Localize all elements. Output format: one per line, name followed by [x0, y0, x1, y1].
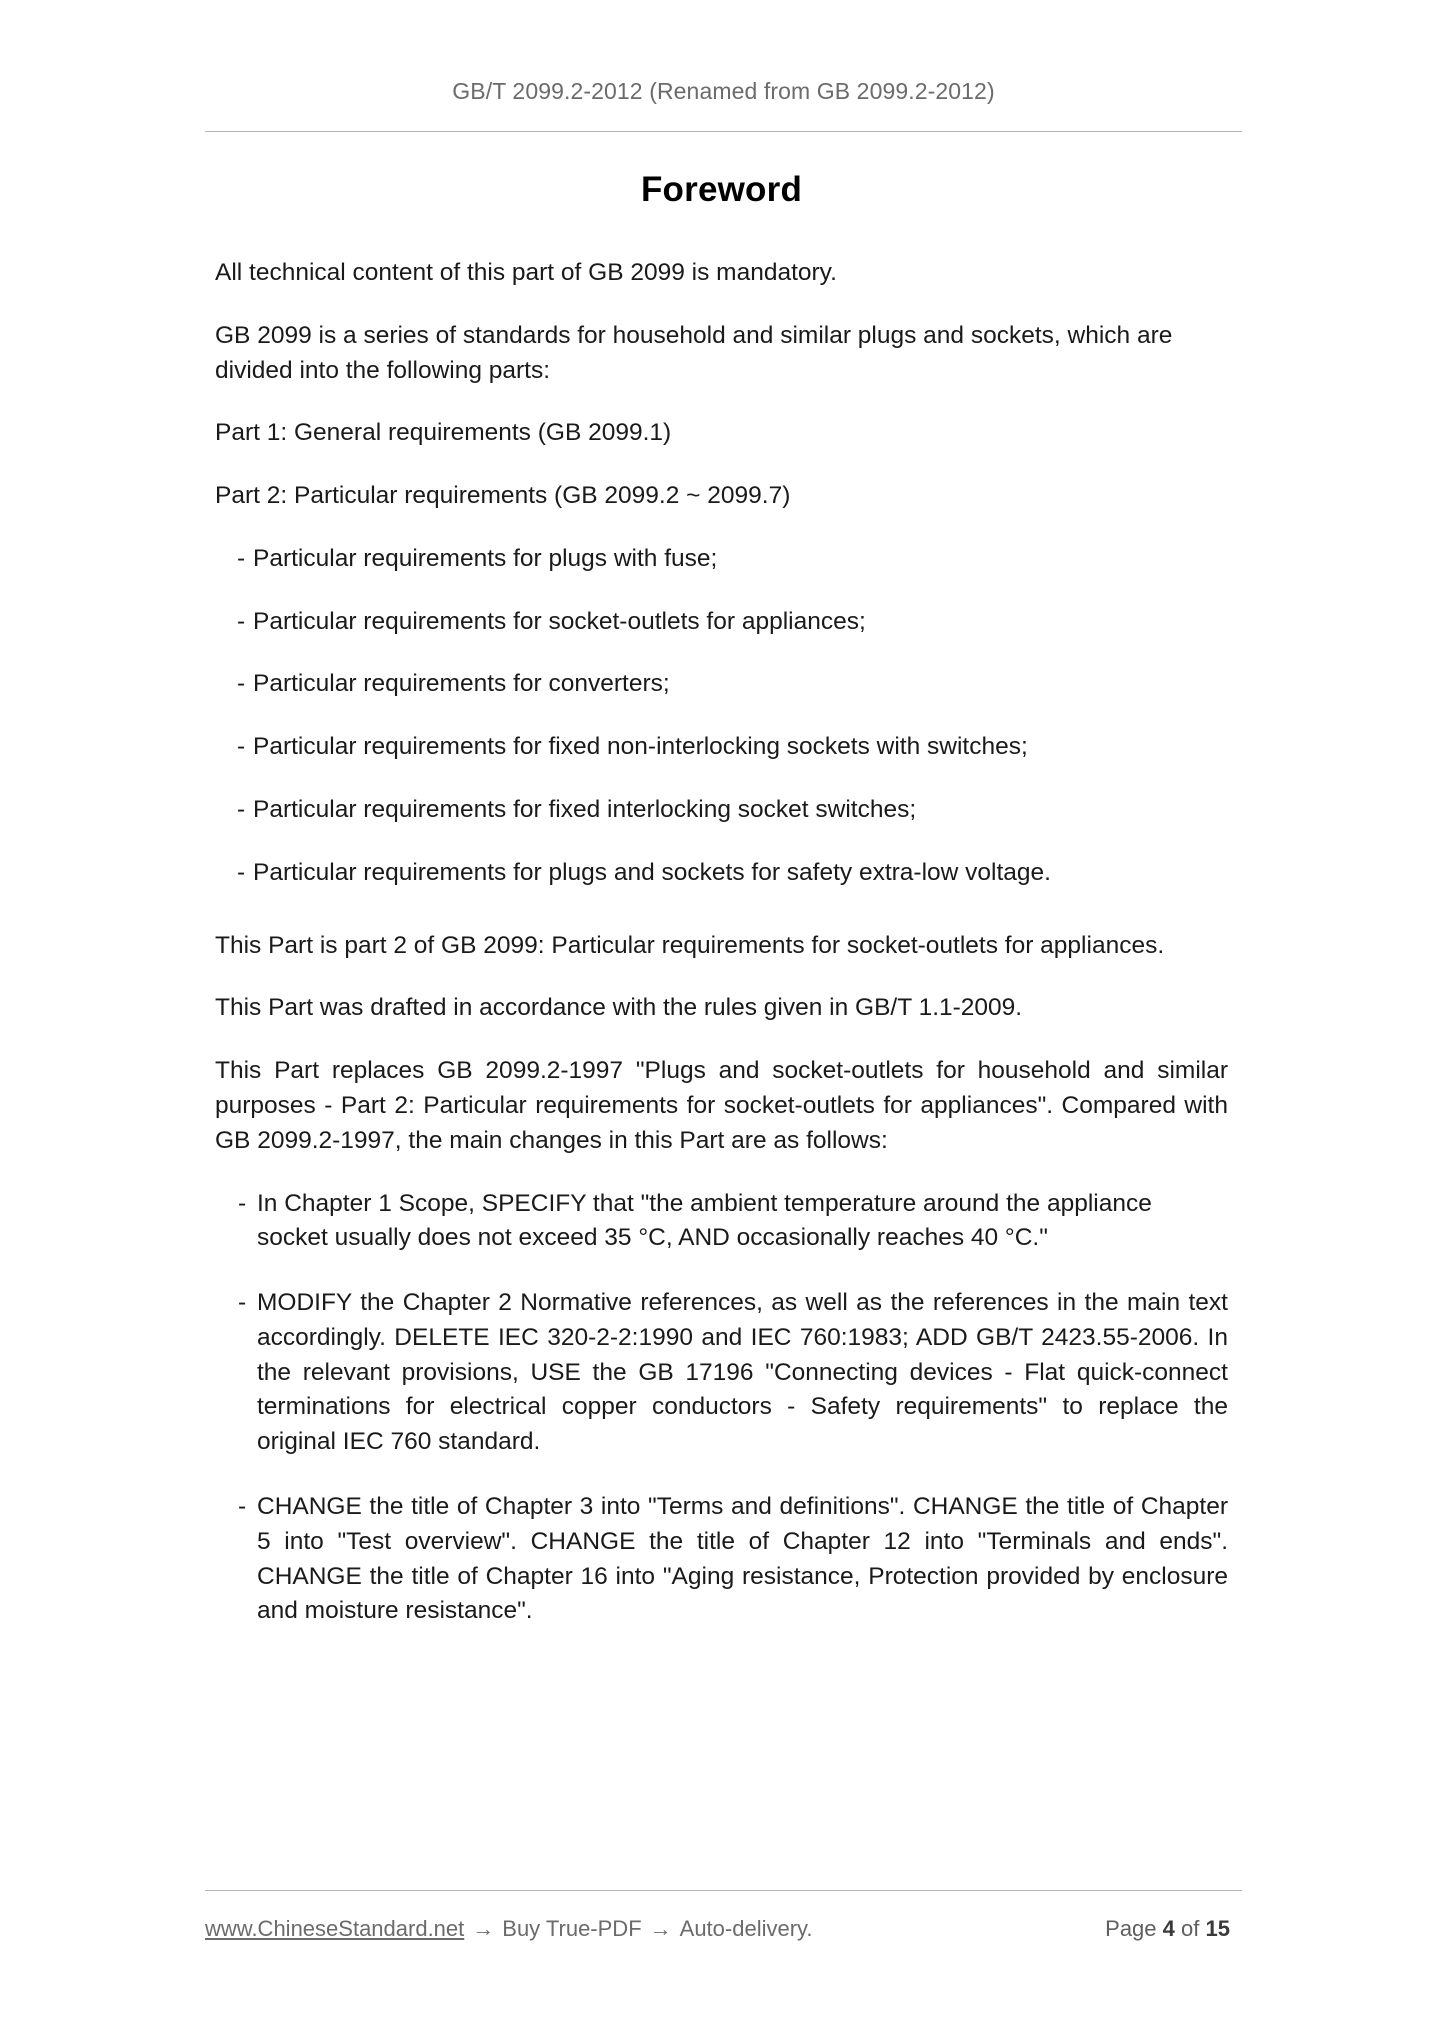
list-item-label: CHANGE the title of Chapter 3 into "Terms and definitions". CHANGE the title of Chapter 5 into "Test overview". CHANGE the title of Chapter 12 into "Terminals and ends". CHANGE the title of Chapter 16 into "Aging resistance, Protection provided by enclosure and moisture resistance". [257, 1492, 1228, 1625]
list-item [215, 605, 1228, 640]
list-item-label: MODIFY the Chapter 2 Normative references, as well as the references in the main text accordingly. DELETE IEC 320-2-2:1990 and IEC 760:1983; ADD GB/T 2423.55-2006. In the relevant provisions, USE the GB 17196 "Connecting devices - Flat quick-connect terminations for electrical copper conductors - Safety requirements" to replace the original IEC 760 standard. [257, 1289, 1228, 1456]
list-item-label: Particular requirements for socket-outlets for appliances; [253, 607, 866, 635]
list-item-label: Particular requirements for plugs with fuse; [253, 544, 718, 572]
footer-promo [205, 1916, 813, 1942]
changes-list [215, 1187, 1228, 1630]
dash-marker-icon: - [238, 1289, 247, 1317]
of-label: of [1181, 1916, 1200, 1941]
dash-marker-icon: - [237, 607, 246, 635]
page-footer [205, 1916, 1242, 1942]
dash-marker-icon: - [237, 670, 246, 698]
spacer [215, 919, 1228, 929]
list-item [215, 1286, 1228, 1460]
footer-delivery-label: Auto-delivery. [679, 1916, 813, 1941]
paragraph-this-part-is-part-2: This Part is part 2 of GB 2099: Particular requirements for socket-outlets for appliances. [215, 931, 1165, 959]
dash-marker-icon: - [237, 544, 246, 572]
header-divider [205, 131, 1242, 132]
arrow-right-icon: → [472, 1916, 495, 1941]
dash-marker-icon: - [237, 733, 246, 761]
dash-marker-icon: - [237, 858, 246, 886]
list-item-label: Particular requirements for converters; [253, 670, 670, 698]
list-item-label: Particular requirements for fixed interlocking socket switches; [253, 796, 917, 824]
list-item-label: Particular requirements for fixed non-interlocking sockets with switches; [253, 733, 1028, 761]
list-item [215, 542, 1228, 577]
list-item [215, 667, 1228, 702]
footer-website-link[interactable]: www.ChineseStandard.net [205, 1916, 465, 1941]
paragraph-replaces-1997: This Part replaces GB 2099.2-1997 "Plugs and socket-outlets for household and similar purposes - Part 2: Particular requirements for socket-outlets for appliances". Compared with GB 2099.2-1997, the main changes in this Part are as follows: [215, 1057, 1228, 1154]
current-page-number: 4 [1162, 1916, 1175, 1941]
parts-list [215, 542, 1228, 891]
total-page-count: 15 [1205, 1916, 1230, 1941]
page-header-title: GB/T 2099.2-2012 (Renamed from GB 2099.2-2012) [452, 78, 995, 104]
footer-buy-label: Buy True-PDF [502, 1916, 642, 1941]
arrow-right-icon: → [649, 1916, 672, 1941]
dash-marker-icon: - [238, 1189, 247, 1217]
list-item-label: Particular requirements for plugs and sockets for safety extra-low voltage. [253, 858, 1051, 886]
list-item [215, 730, 1228, 765]
list-item-label: In Chapter 1 Scope, SPECIFY that "the ambient temperature around the appliance socket usually does not exceed 35 °C, AND occasionally reaches 40 °C." [257, 1189, 1152, 1252]
paragraph-part-2: Part 2: Particular requirements (GB 2099.2 ~ 2099.7) [215, 482, 791, 510]
list-item [215, 856, 1228, 891]
paragraph-series-intro: GB 2099 is a series of standards for household and similar plugs and sockets, which are divided into the following parts: [215, 321, 1173, 384]
paragraph-technical-content: All technical content of this part of GB 2099 is mandatory. [215, 259, 837, 286]
page-label: Page [1105, 1916, 1157, 1941]
list-item [215, 1187, 1228, 1257]
paragraph-drafted-rules: This Part was drafted in accordance with the rules given in GB/T 1.1-2009. [215, 994, 1023, 1022]
paragraph-part-1: Part 1: General requirements (GB 2099.1) [215, 419, 672, 447]
footer-divider [205, 1890, 1242, 1891]
page-title: Foreword [640, 170, 803, 209]
document-content [215, 170, 1228, 1659]
dash-marker-icon: - [237, 796, 246, 824]
list-item [215, 793, 1228, 828]
page-number-indicator [1105, 1916, 1230, 1942]
dash-marker-icon: - [238, 1492, 247, 1520]
list-item [215, 1490, 1228, 1629]
